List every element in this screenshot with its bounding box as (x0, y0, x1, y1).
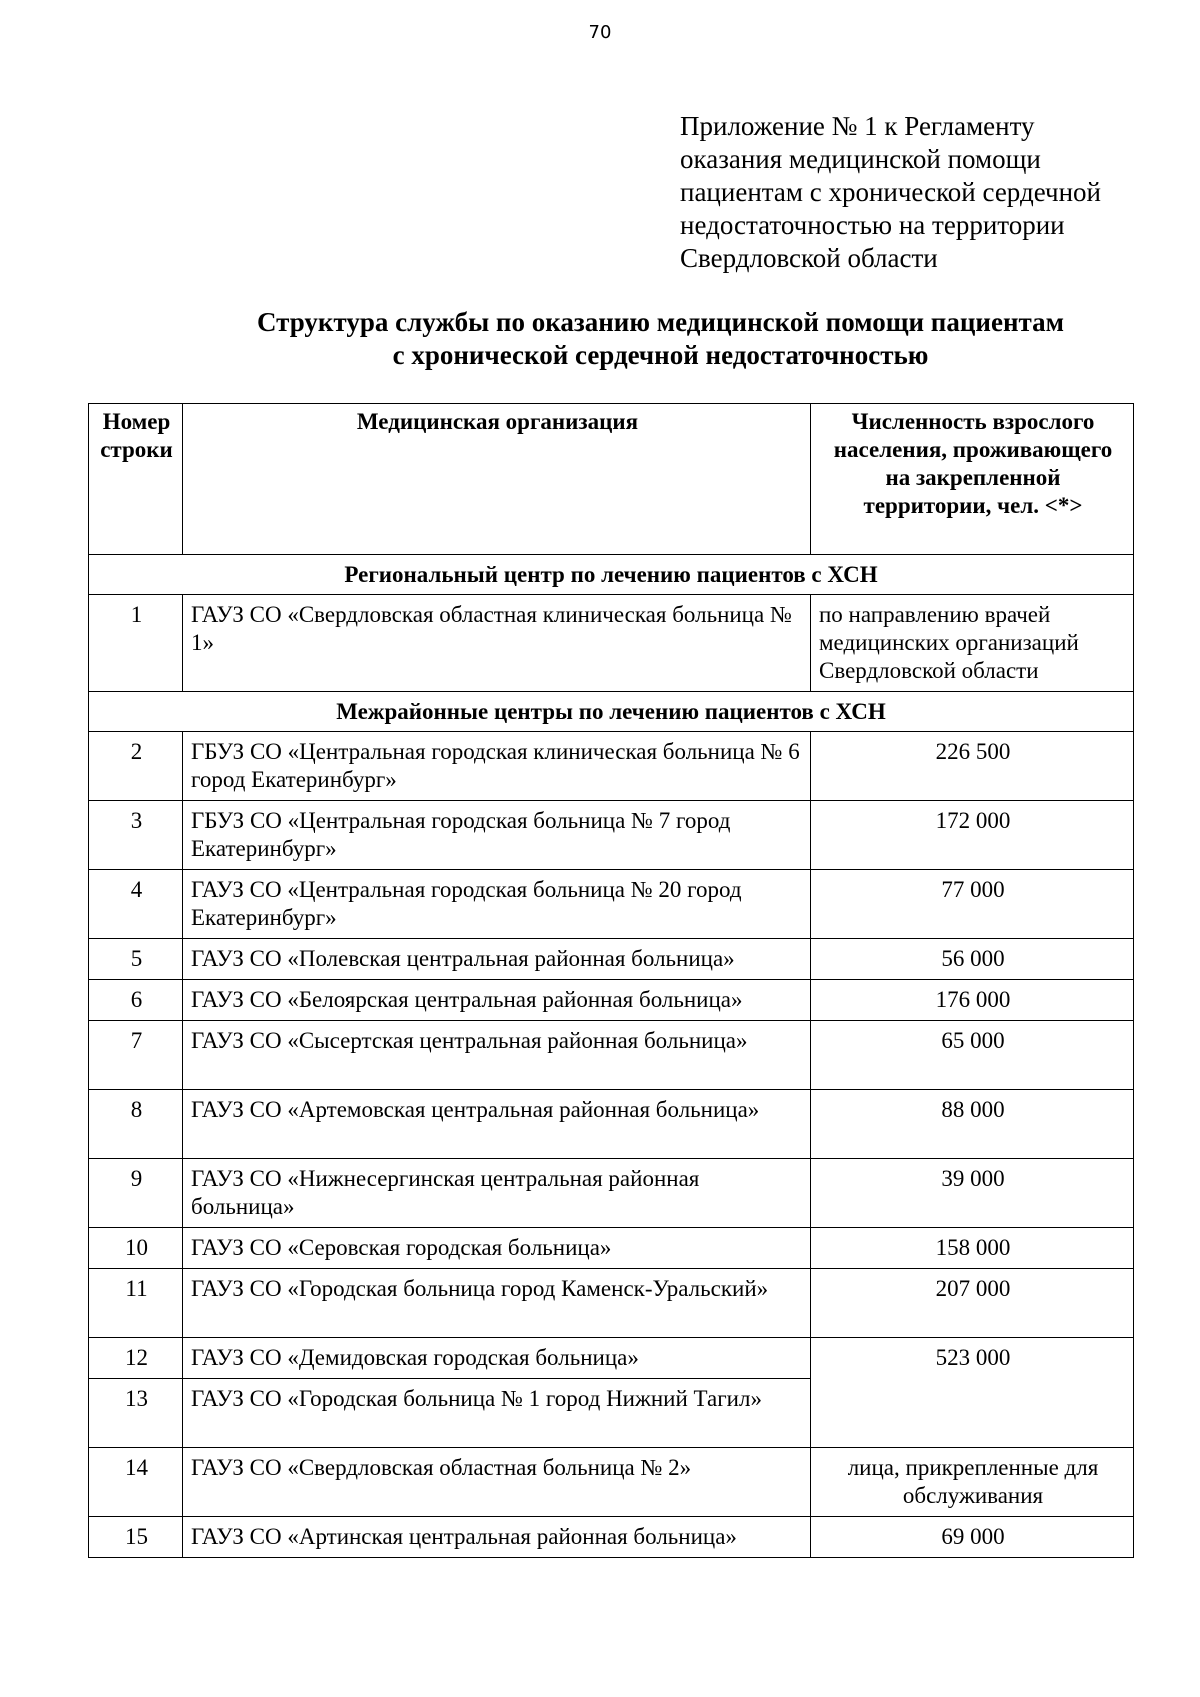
section-row (89, 692, 1134, 732)
table-row (89, 801, 1134, 870)
row-organization: ГАУЗ СО «Полевская центральная районная больница» (183, 939, 811, 980)
row-organization: ГАУЗ СО «Городская больница № 1 город Нижний Тагил» (183, 1379, 811, 1448)
row-organization: ГАУЗ СО «Городская больница город Каменск-Уральский» (183, 1269, 811, 1338)
table-row (89, 870, 1134, 939)
table-row (89, 980, 1134, 1021)
header-population: Численность взрослого населения, проживающего на закрепленной территории, чел. <*> (811, 404, 1134, 555)
row-number: 11 (89, 1269, 183, 1338)
row-organization: ГАУЗ СО «Белоярская центральная районная больница» (183, 980, 811, 1021)
row-organization: ГАУЗ СО «Артемовская центральная районная больница» (183, 1090, 811, 1159)
row-organization: ГАУЗ СО «Серовская городская больница» (183, 1228, 811, 1269)
row-number: 13 (89, 1379, 183, 1448)
row-population: лица, прикрепленные для обслуживания (811, 1448, 1134, 1517)
row-organization: ГАУЗ СО «Свердловская областная больница № 2» (183, 1448, 811, 1517)
row-number: 12 (89, 1338, 183, 1379)
table-header-row (89, 404, 1134, 555)
row-population: 172 000 (811, 801, 1134, 870)
document-title-line: Структура службы по оказанию медицинской помощи пациентам (256, 307, 1065, 337)
appendix-line: оказания медицинской помощи (680, 144, 1041, 174)
table-row (89, 595, 1134, 692)
header-row-number: Номер строки (89, 404, 183, 555)
table-row (89, 732, 1134, 801)
row-population: 523 000 (811, 1338, 1134, 1448)
document-title (88, 306, 1200, 372)
row-number: 8 (89, 1090, 183, 1159)
row-population: 65 000 (811, 1021, 1134, 1090)
row-number: 2 (89, 732, 183, 801)
row-number: 6 (89, 980, 183, 1021)
section-row (89, 555, 1134, 595)
row-number: 5 (89, 939, 183, 980)
row-number: 7 (89, 1021, 183, 1090)
header-organization: Медицинская организация (183, 404, 811, 555)
row-organization: ГАУЗ СО «Артинская центральная районная больница» (183, 1517, 811, 1558)
row-number: 15 (89, 1517, 183, 1558)
row-population: 69 000 (811, 1517, 1134, 1558)
row-organization: ГАУЗ СО «Свердловская областная клиническая больница № 1» (183, 595, 811, 692)
section-title: Региональный центр по лечению пациентов с ХСН (89, 555, 1134, 595)
row-number: 1 (89, 595, 183, 692)
table-row (89, 1269, 1134, 1338)
row-organization: ГАУЗ СО «Сысертская центральная районная больница» (183, 1021, 811, 1090)
table-row (89, 1228, 1134, 1269)
row-population: 176 000 (811, 980, 1134, 1021)
row-number: 10 (89, 1228, 183, 1269)
row-organization: ГАУЗ СО «Демидовская городская больница» (183, 1338, 811, 1379)
appendix-line: Приложение № 1 к Регламенту (680, 111, 1035, 141)
appendix-line: Свердловской области (680, 243, 938, 273)
row-population: 207 000 (811, 1269, 1134, 1338)
section-title: Межрайонные центры по лечению пациентов с ХСН (89, 692, 1134, 732)
row-population: 158 000 (811, 1228, 1134, 1269)
row-population: 88 000 (811, 1090, 1134, 1159)
appendix-note (680, 110, 1180, 275)
appendix-line: недостаточностью на территории (680, 210, 1065, 240)
row-number: 14 (89, 1448, 183, 1517)
row-population: 39 000 (811, 1159, 1134, 1228)
table-row (89, 1090, 1134, 1159)
table-row (89, 939, 1134, 980)
table-row (89, 1159, 1134, 1228)
row-number: 3 (89, 801, 183, 870)
row-population: 56 000 (811, 939, 1134, 980)
appendix-line: пациентам с хронической сердечной (680, 177, 1101, 207)
structure-table (88, 403, 1134, 1558)
page-number: 70 (588, 22, 612, 43)
table-row (89, 1448, 1134, 1517)
row-population: 77 000 (811, 870, 1134, 939)
row-number: 4 (89, 870, 183, 939)
row-population: по направлению врачей медицинских организаций Свердловской области (811, 595, 1134, 692)
table-row (89, 1338, 1134, 1379)
row-organization: ГАУЗ СО «Нижнесергинская центральная районная больница» (183, 1159, 811, 1228)
row-number: 9 (89, 1159, 183, 1228)
row-population: 226 500 (811, 732, 1134, 801)
table-row (89, 1021, 1134, 1090)
row-organization: ГАУЗ СО «Центральная городская больница № 20 город Екатеринбург» (183, 870, 811, 939)
table-row (89, 1517, 1134, 1558)
row-organization: ГБУЗ СО «Центральная городская клиническая больница № 6 город Екатеринбург» (183, 732, 811, 801)
row-organization: ГБУЗ СО «Центральная городская больница № 7 город Екатеринбург» (183, 801, 811, 870)
document-title-line: с хронической сердечной недостаточностью (392, 340, 929, 370)
